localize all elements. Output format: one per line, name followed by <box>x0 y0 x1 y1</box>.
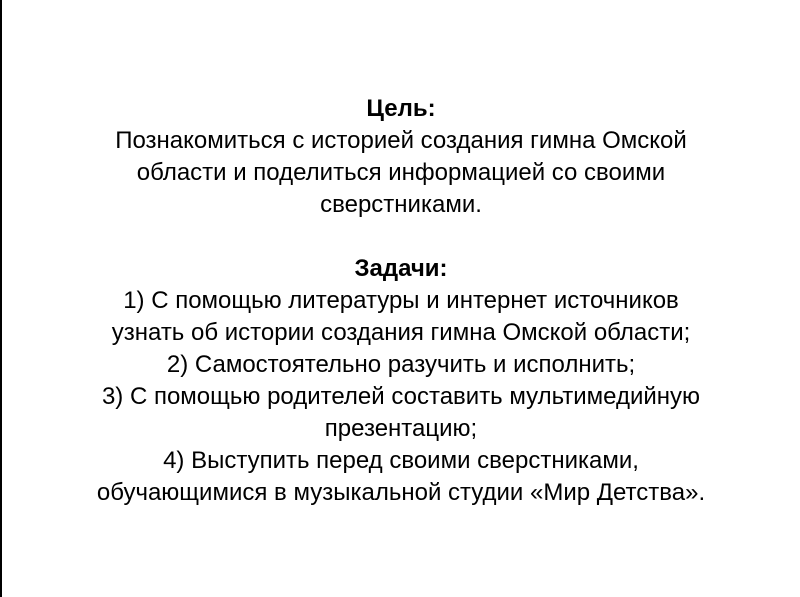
tasks-line-4: 3) С помощью родителей составить мультимедийную <box>101 383 701 410</box>
tasks-line-3: 2) Самостоятельно разучить и исполнить; <box>166 351 636 378</box>
tasks-line-6: 4) Выступить перед своими сверстниками, <box>163 447 639 474</box>
goal-heading: Цель: <box>366 95 436 122</box>
goal-line-2: области и поделиться информацией со своими <box>136 159 666 186</box>
tasks-line-1: 1) С помощью литературы и интернет источников <box>123 287 679 314</box>
goal-line-3: сверстниками. <box>320 191 482 218</box>
goal-line-1: Познакомиться с историей создания гимна Омской <box>115 127 687 154</box>
tasks-line-7: обучающимися в музыкальной студии «Мир Детства». <box>96 479 706 506</box>
tasks-line-5: презентацию; <box>324 415 478 442</box>
tasks-line-2: узнать об истории создания гимна Омской области; <box>111 319 691 346</box>
slide-content <box>2 93 800 509</box>
section-spacer <box>2 221 800 253</box>
tasks-heading: Задачи: <box>354 255 448 282</box>
